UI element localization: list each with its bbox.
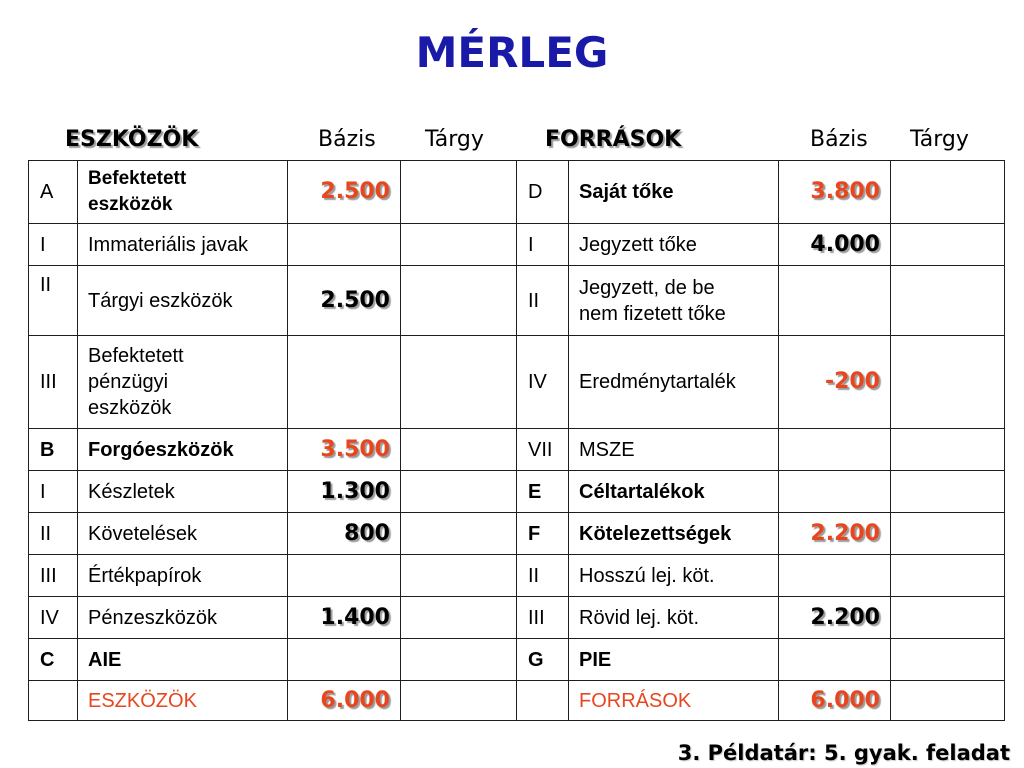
asset-target-cell — [401, 513, 517, 555]
source-base-cell — [779, 681, 891, 721]
balance-row — [29, 639, 1005, 681]
source-base-cell — [779, 336, 891, 429]
asset-code: I — [29, 471, 78, 513]
source-code: G — [517, 639, 569, 681]
source-code: II — [517, 266, 569, 336]
source-name: Céltartalékok — [569, 471, 779, 513]
balance-sheet-table — [28, 160, 1005, 721]
asset-base-cell — [288, 429, 401, 471]
source-code — [517, 681, 569, 721]
asset-target-cell — [401, 555, 517, 597]
asset-name: Tárgyi eszközök — [78, 266, 288, 336]
source-target-cell — [891, 429, 1005, 471]
asset-base-cell — [288, 224, 401, 266]
source-base-cell — [779, 224, 891, 266]
assets-base-column-header: Bázis — [318, 127, 376, 152]
balance-row — [29, 471, 1005, 513]
asset-code: III — [29, 336, 78, 429]
balance-row — [29, 513, 1005, 555]
asset-name-cell — [78, 336, 288, 429]
source-target-cell — [891, 639, 1005, 681]
source-code: IV — [517, 336, 569, 429]
source-code: VII — [517, 429, 569, 471]
source-target-cell — [891, 597, 1005, 639]
page-title: MÉRLEG — [415, 28, 609, 77]
assets-target-column-header: Tárgy — [425, 127, 484, 152]
sources-total-label: FORRÁSOK — [569, 681, 779, 721]
assets-total-label: ESZKÖZÖK — [78, 681, 288, 721]
totals-row — [29, 681, 1005, 721]
source-target-cell — [891, 513, 1005, 555]
source-target-cell — [891, 224, 1005, 266]
sources-base-column-header: Bázis — [810, 127, 868, 152]
asset-code: C — [29, 639, 78, 681]
source-code: II — [517, 555, 569, 597]
asset-base-cell — [288, 471, 401, 513]
source-name: Rövid lej. köt. — [569, 597, 779, 639]
asset-base-cell — [288, 555, 401, 597]
source-base-value: 3.800 — [810, 179, 880, 204]
asset-target-cell — [401, 681, 517, 721]
asset-target-cell — [401, 471, 517, 513]
asset-code: II — [29, 266, 78, 336]
asset-code: A — [29, 161, 78, 224]
source-base-cell — [779, 266, 891, 336]
asset-base-cell — [288, 639, 401, 681]
source-code: D — [517, 161, 569, 224]
asset-target-cell — [401, 639, 517, 681]
source-base-cell — [779, 639, 891, 681]
source-name: MSZE — [569, 429, 779, 471]
source-code: F — [517, 513, 569, 555]
balance-row — [29, 597, 1005, 639]
asset-name-cell — [78, 161, 288, 224]
source-name-cell — [569, 266, 779, 336]
asset-target-cell — [401, 429, 517, 471]
asset-target-cell — [401, 224, 517, 266]
asset-code: I — [29, 224, 78, 266]
asset-code: III — [29, 555, 78, 597]
asset-name: Immateriális javak — [78, 224, 288, 266]
asset-base-cell — [288, 681, 401, 721]
source-name: Eredménytartalék — [569, 336, 779, 429]
footer-reference: 3. Példatár: 5. gyak. feladat — [677, 741, 1010, 765]
source-base-value: 2.200 — [810, 604, 880, 630]
source-target-cell — [891, 471, 1005, 513]
asset-base-cell — [288, 161, 401, 224]
source-target-cell — [891, 555, 1005, 597]
asset-base-value: 1.300 — [320, 478, 390, 504]
asset-base-value: 1.400 — [320, 604, 390, 630]
balance-row — [29, 161, 1005, 224]
source-base-cell — [779, 597, 891, 639]
asset-base-cell — [288, 513, 401, 555]
asset-target-cell — [401, 336, 517, 429]
asset-name: Befektetett eszközök — [88, 168, 187, 215]
source-code: III — [517, 597, 569, 639]
asset-base-value: 800 — [344, 520, 390, 546]
asset-name: Készletek — [78, 471, 288, 513]
source-base-value: -200 — [824, 369, 880, 394]
source-base-cell — [779, 555, 891, 597]
sources-section-header: FORRÁSOK — [545, 127, 682, 152]
source-base-cell — [779, 471, 891, 513]
source-name: Kötelezettségek — [569, 513, 779, 555]
asset-target-cell — [401, 597, 517, 639]
asset-target-cell — [401, 266, 517, 336]
asset-base-value: 2.500 — [320, 287, 390, 313]
asset-base-value: 2.500 — [320, 179, 390, 204]
asset-name: Forgóeszközök — [78, 429, 288, 471]
source-base-cell — [779, 161, 891, 224]
asset-code — [29, 681, 78, 721]
asset-name: Értékpapírok — [78, 555, 288, 597]
source-name: Jegyzett, de be nem fizetett tőke — [579, 276, 726, 325]
balance-row — [29, 555, 1005, 597]
source-base-value: 4.000 — [810, 231, 880, 257]
source-target-cell — [891, 266, 1005, 336]
source-code: I — [517, 224, 569, 266]
sources-target-column-header: Tárgy — [910, 127, 969, 152]
source-code: E — [517, 471, 569, 513]
asset-name: Követelések — [78, 513, 288, 555]
asset-target-cell — [401, 161, 517, 224]
asset-base-cell — [288, 266, 401, 336]
balance-row — [29, 336, 1005, 429]
source-name: Jegyzett tőke — [569, 224, 779, 266]
asset-base-cell — [288, 336, 401, 429]
balance-row — [29, 266, 1005, 336]
source-target-cell — [891, 681, 1005, 721]
source-name: Hosszú lej. köt. — [569, 555, 779, 597]
balance-row — [29, 429, 1005, 471]
assets-total-value: 6.000 — [320, 687, 390, 713]
source-name: PIE — [569, 639, 779, 681]
assets-section-header: ESZKÖZÖK — [65, 127, 199, 152]
sources-total-value: 6.000 — [810, 687, 880, 713]
asset-code: IV — [29, 597, 78, 639]
asset-base-value: 3.500 — [320, 436, 390, 462]
source-target-cell — [891, 161, 1005, 224]
source-name: Saját tőke — [569, 161, 779, 224]
asset-name: Pénzeszközök — [78, 597, 288, 639]
asset-name: AIE — [78, 639, 288, 681]
source-base-cell — [779, 513, 891, 555]
source-base-cell — [779, 429, 891, 471]
asset-base-cell — [288, 597, 401, 639]
balance-row — [29, 224, 1005, 266]
source-target-cell — [891, 336, 1005, 429]
source-base-value: 2.200 — [810, 520, 880, 546]
asset-code: II — [29, 513, 78, 555]
asset-code: B — [29, 429, 78, 471]
asset-name: Befektetett pénzügyi eszközök — [88, 345, 184, 419]
